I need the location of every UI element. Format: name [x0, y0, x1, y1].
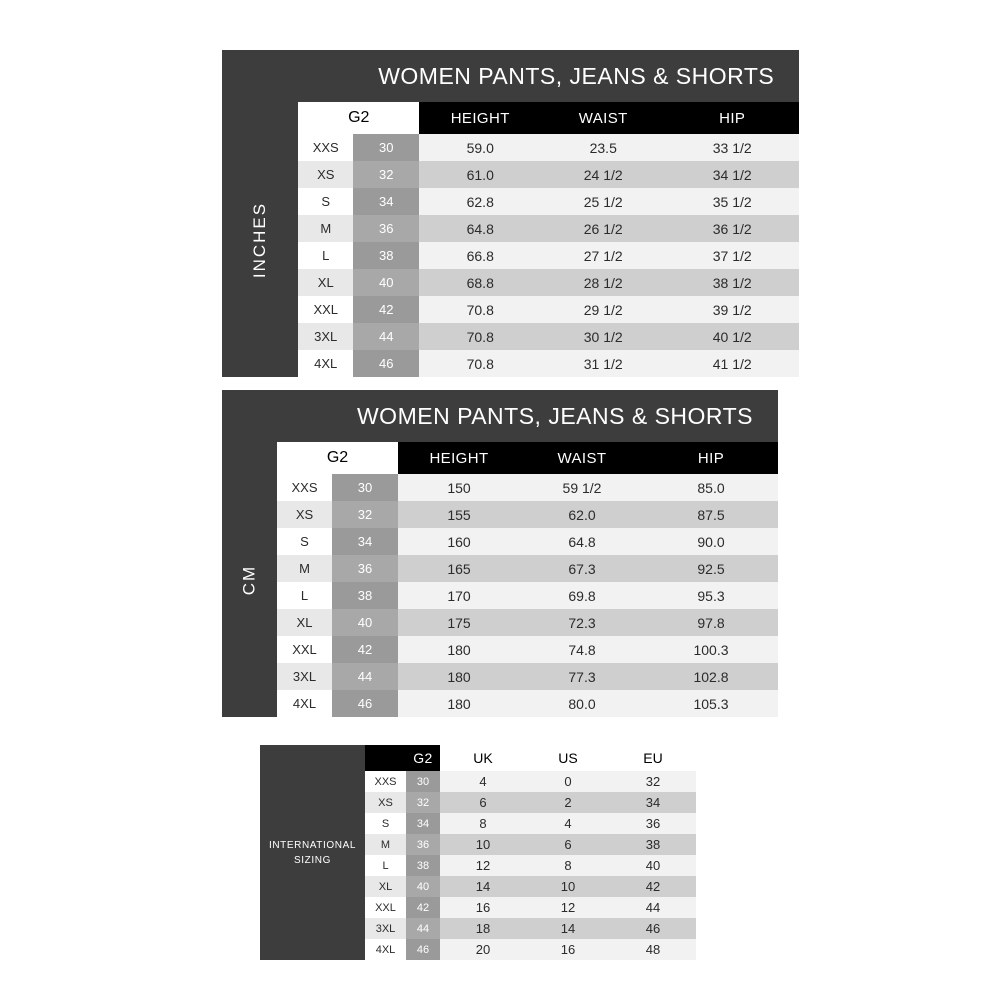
- uk-value: 10: [440, 834, 526, 855]
- table-row: [222, 663, 778, 690]
- g2-value: 36: [332, 555, 398, 582]
- waist-value: 25 1/2: [541, 188, 665, 215]
- size-label: 4XL: [365, 939, 406, 960]
- international-sizing-chart: [260, 745, 696, 960]
- size-label: S: [298, 188, 353, 215]
- unit-label: CM: [239, 564, 259, 595]
- height-value: 70.8: [419, 296, 541, 323]
- table-row: [222, 528, 778, 555]
- g2-value: 30: [332, 474, 398, 501]
- g2-value: 32: [353, 161, 419, 188]
- waist-value: 24 1/2: [541, 161, 665, 188]
- hip-value: 95.3: [644, 582, 778, 609]
- g2-value: 30: [406, 771, 440, 792]
- table-row: [222, 555, 778, 582]
- height-value: 180: [398, 690, 520, 717]
- international-sizing-label-line1: INTERNATIONAL: [268, 839, 357, 851]
- g2-value: 38: [406, 855, 440, 876]
- header-waist: WAIST: [541, 102, 665, 134]
- hip-value: 34 1/2: [665, 161, 799, 188]
- uk-value: 8: [440, 813, 526, 834]
- hip-value: 35 1/2: [665, 188, 799, 215]
- height-value: 68.8: [419, 269, 541, 296]
- height-value: 59.0: [419, 134, 541, 161]
- size-label: L: [365, 855, 406, 876]
- g2-value: 42: [353, 296, 419, 323]
- eu-value: 40: [610, 855, 696, 876]
- g2-value: 38: [353, 242, 419, 269]
- hip-value: 39 1/2: [665, 296, 799, 323]
- waist-value: 31 1/2: [541, 350, 665, 377]
- size-table-cm: [222, 390, 778, 717]
- uk-value: 4: [440, 771, 526, 792]
- table-row: [222, 690, 778, 717]
- size-chart-cm: [222, 390, 778, 717]
- waist-value: 29 1/2: [541, 296, 665, 323]
- size-label: 3XL: [365, 918, 406, 939]
- us-value: 12: [526, 897, 610, 918]
- hip-value: 40 1/2: [665, 323, 799, 350]
- table-row: [222, 636, 778, 663]
- size-label: XXS: [277, 474, 332, 501]
- size-table-international: [260, 745, 696, 960]
- chart-title: WOMEN PANTS, JEANS & SHORTS: [353, 50, 799, 102]
- hip-value: 33 1/2: [665, 134, 799, 161]
- eu-value: 36: [610, 813, 696, 834]
- height-value: 66.8: [419, 242, 541, 269]
- g2-value: 32: [332, 501, 398, 528]
- us-value: 8: [526, 855, 610, 876]
- g2-value: 36: [353, 215, 419, 242]
- header-row: [222, 442, 778, 474]
- us-value: 16: [526, 939, 610, 960]
- uk-value: 18: [440, 918, 526, 939]
- unit-label-cell: [222, 442, 277, 717]
- g2-value: 38: [332, 582, 398, 609]
- waist-value: 28 1/2: [541, 269, 665, 296]
- size-label: XXL: [277, 636, 332, 663]
- g2-value: 44: [353, 323, 419, 350]
- header-eu: EU: [610, 745, 696, 771]
- international-sizing-label-line2: SIZING: [294, 854, 331, 866]
- size-label: M: [298, 215, 353, 242]
- g2-value: 46: [406, 939, 440, 960]
- size-label: 3XL: [298, 323, 353, 350]
- size-label: L: [298, 242, 353, 269]
- title-row: [222, 390, 778, 442]
- height-value: 70.8: [419, 350, 541, 377]
- size-label: XL: [277, 609, 332, 636]
- table-row: [222, 609, 778, 636]
- size-label: XL: [298, 269, 353, 296]
- waist-value: 80.0: [520, 690, 644, 717]
- uk-value: 12: [440, 855, 526, 876]
- table-row: [222, 323, 799, 350]
- header-uk: UK: [440, 745, 526, 771]
- us-value: 4: [526, 813, 610, 834]
- g2-value: 46: [353, 350, 419, 377]
- table-row: [222, 161, 799, 188]
- table-row: [222, 474, 778, 501]
- chart-title: WOMEN PANTS, JEANS & SHORTS: [332, 390, 778, 442]
- eu-value: 44: [610, 897, 696, 918]
- height-value: 61.0: [419, 161, 541, 188]
- g2-value: 46: [332, 690, 398, 717]
- hip-value: 97.8: [644, 609, 778, 636]
- g2-value: 36: [406, 834, 440, 855]
- height-value: 70.8: [419, 323, 541, 350]
- header-height: HEIGHT: [419, 102, 541, 134]
- hip-value: 85.0: [644, 474, 778, 501]
- size-label: S: [365, 813, 406, 834]
- height-value: 64.8: [419, 215, 541, 242]
- height-value: 170: [398, 582, 520, 609]
- size-label: XXL: [298, 296, 353, 323]
- size-label: XXS: [298, 134, 353, 161]
- height-value: 165: [398, 555, 520, 582]
- g2-value: 44: [332, 663, 398, 690]
- g2-value: 34: [332, 528, 398, 555]
- size-label: S: [277, 528, 332, 555]
- size-label: XS: [365, 792, 406, 813]
- us-value: 2: [526, 792, 610, 813]
- hip-value: 37 1/2: [665, 242, 799, 269]
- header-hip: HIP: [644, 442, 778, 474]
- uk-value: 16: [440, 897, 526, 918]
- height-value: 180: [398, 663, 520, 690]
- waist-value: 30 1/2: [541, 323, 665, 350]
- eu-value: 46: [610, 918, 696, 939]
- title-row: [222, 50, 799, 102]
- table-row: [222, 350, 799, 377]
- uk-value: 20: [440, 939, 526, 960]
- size-table-inches: [222, 50, 799, 377]
- hip-value: 87.5: [644, 501, 778, 528]
- eu-value: 48: [610, 939, 696, 960]
- uk-value: 6: [440, 792, 526, 813]
- size-label: XXL: [365, 897, 406, 918]
- hip-value: 105.3: [644, 690, 778, 717]
- g2-value: 42: [406, 897, 440, 918]
- table-row: [222, 215, 799, 242]
- eu-value: 34: [610, 792, 696, 813]
- title-spacer: [222, 390, 332, 442]
- g2-value: 44: [406, 918, 440, 939]
- waist-value: 64.8: [520, 528, 644, 555]
- hip-value: 92.5: [644, 555, 778, 582]
- title-spacer: [222, 50, 353, 102]
- table-row: [222, 582, 778, 609]
- height-value: 62.8: [419, 188, 541, 215]
- size-label: M: [365, 834, 406, 855]
- header-waist: WAIST: [520, 442, 644, 474]
- header-spacer: [365, 745, 406, 771]
- g2-value: 40: [353, 269, 419, 296]
- size-label: XS: [277, 501, 332, 528]
- size-label: 3XL: [277, 663, 332, 690]
- height-value: 160: [398, 528, 520, 555]
- hip-value: 38 1/2: [665, 269, 799, 296]
- unit-label: INCHES: [250, 201, 270, 278]
- header-g2: G2: [277, 442, 398, 474]
- size-label: XXS: [365, 771, 406, 792]
- waist-value: 59 1/2: [520, 474, 644, 501]
- g2-value: 30: [353, 134, 419, 161]
- hip-value: 100.3: [644, 636, 778, 663]
- waist-value: 27 1/2: [541, 242, 665, 269]
- header-g2: G2: [298, 102, 419, 134]
- table-row: [222, 296, 799, 323]
- g2-value: 34: [406, 813, 440, 834]
- header-us: US: [526, 745, 610, 771]
- height-value: 175: [398, 609, 520, 636]
- table-row: [222, 269, 799, 296]
- size-label: M: [277, 555, 332, 582]
- hip-value: 36 1/2: [665, 215, 799, 242]
- size-label: 4XL: [298, 350, 353, 377]
- us-value: 14: [526, 918, 610, 939]
- size-chart-inches: [222, 50, 799, 377]
- header-row: [222, 102, 799, 134]
- waist-value: 26 1/2: [541, 215, 665, 242]
- height-value: 150: [398, 474, 520, 501]
- us-value: 0: [526, 771, 610, 792]
- table-row: [222, 501, 778, 528]
- hip-value: 41 1/2: [665, 350, 799, 377]
- unit-label-cell: [222, 102, 298, 377]
- header-height: HEIGHT: [398, 442, 520, 474]
- hip-value: 90.0: [644, 528, 778, 555]
- g2-value: 32: [406, 792, 440, 813]
- eu-value: 32: [610, 771, 696, 792]
- waist-value: 72.3: [520, 609, 644, 636]
- us-value: 10: [526, 876, 610, 897]
- table-row: [222, 242, 799, 269]
- us-value: 6: [526, 834, 610, 855]
- size-label: XL: [365, 876, 406, 897]
- waist-value: 74.8: [520, 636, 644, 663]
- header-g2: G2: [406, 745, 440, 771]
- waist-value: 62.0: [520, 501, 644, 528]
- table-row: [222, 188, 799, 215]
- waist-value: 69.8: [520, 582, 644, 609]
- g2-value: 42: [332, 636, 398, 663]
- g2-value: 40: [406, 876, 440, 897]
- g2-value: 34: [353, 188, 419, 215]
- eu-value: 38: [610, 834, 696, 855]
- size-label: L: [277, 582, 332, 609]
- height-value: 180: [398, 636, 520, 663]
- g2-value: 40: [332, 609, 398, 636]
- uk-value: 14: [440, 876, 526, 897]
- waist-value: 67.3: [520, 555, 644, 582]
- eu-value: 42: [610, 876, 696, 897]
- size-label: 4XL: [277, 690, 332, 717]
- size-label: XS: [298, 161, 353, 188]
- table-row: [222, 134, 799, 161]
- hip-value: 102.8: [644, 663, 778, 690]
- waist-value: 77.3: [520, 663, 644, 690]
- waist-value: 23.5: [541, 134, 665, 161]
- height-value: 155: [398, 501, 520, 528]
- header-row: [260, 745, 696, 771]
- international-sizing-label: [260, 745, 365, 960]
- header-hip: HIP: [665, 102, 799, 134]
